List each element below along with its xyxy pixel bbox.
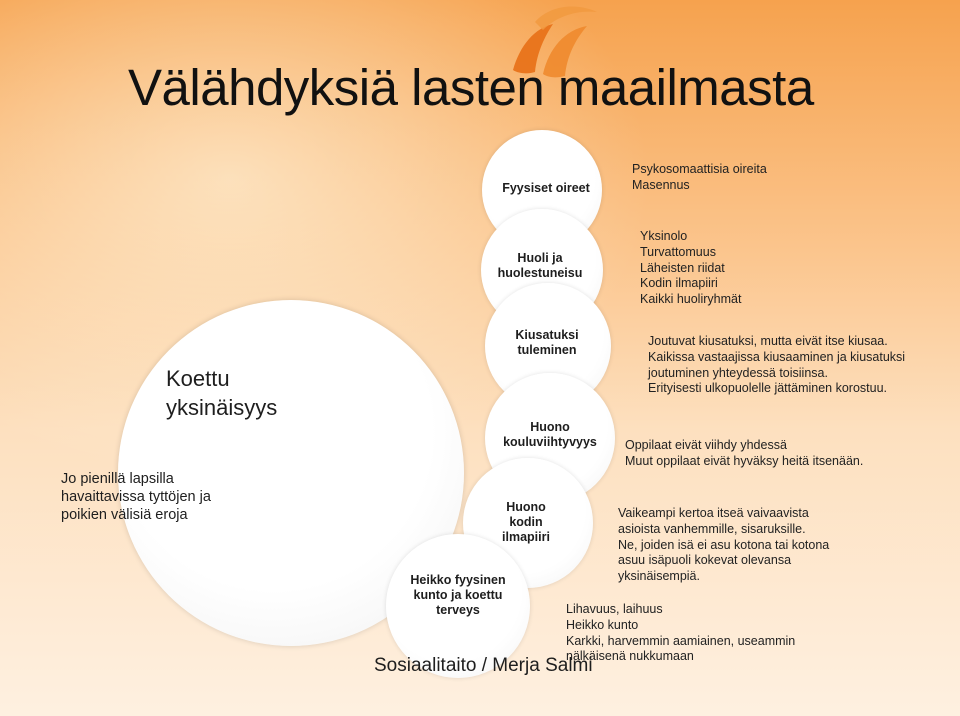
desc-fyysiset-oireet [632,162,767,194]
desc-huoli [640,229,741,308]
node-label-huoli: Huoli ja huolestuneisu [497,251,583,280]
desc-line: Karkki, harvemmin aamiainen, useammin [566,633,796,648]
desc-line: Yksinolo [640,229,688,243]
desc-line: Psykosomaattisia oireita [632,162,767,176]
desc-line: Läheisten riidat [640,260,725,275]
desc-line: Ne, joiden isä ei asu kotona tai kotona [618,537,830,552]
main-circle-label-text: Koettu yksinäisyys [166,366,278,420]
desc-fyysinen-kunto [566,602,795,665]
desc-line: Muut oppilaat eivät hyväksy heitä itsenään. [625,453,864,468]
desc-line: Kaikissa vastaajissa kiusaaminen ja kiusatuksi [648,349,906,364]
desc-line: Masennus [632,177,690,192]
desc-line: Oppilaat eivät viihdy yhdessä [625,438,787,452]
node-label-fyysiset-oireet: Fyysiset oireet [502,181,590,195]
desc-line: Erityisesti ulkopuolelle jättäminen korostuu. [648,381,888,396]
desc-kiusatuksi [648,334,905,397]
desc-line: yksinäisempiä. [618,569,700,584]
desc-line: Kodin ilmapiiri [640,276,718,291]
desc-line: asioista vanhemmille, sisaruksille. [618,521,806,536]
side-note [61,470,239,524]
desc-line: asuu isäpuoli kokevat olevansa [618,553,792,568]
desc-line: joutuminen yhteydessä toisiinsa. [648,365,828,380]
desc-line: Kaikki huoliryhmät [640,292,742,307]
desc-kouluviihtyvyys [625,438,863,470]
desc-line: Lihavuus, laihuus [566,602,663,616]
desc-line: Vaikeampi kertoa itseä vaivaavista [618,506,809,520]
page-title: Välähdyksiä lasten maailmasta [128,59,814,116]
desc-kodin-ilmapiiri [618,506,829,585]
node-label-kiusatuksi: Kiusatuksi tuleminen [515,328,579,357]
desc-line: Joutuvat kiusatuksi, mutta eivät itse kiusaa. [648,334,888,348]
main-circle-label [166,364,286,422]
footer-credit: Sosiaalitaito / Merja Salmi [374,655,593,676]
desc-line: nälkäisenä nukkumaan [566,649,694,664]
node-label-fyysinen-kunto: Heikko fyysinen kunto ja koettu terveys [410,573,506,617]
side-note-text: Jo pienillä lapsilla havaittavissa tyttöjen ja poikien välisiä eroja [61,471,211,523]
desc-line: Heikko kunto [566,617,639,632]
node-label-kouluviihtyvyys: Huono kouluviihtyvyys [503,420,597,449]
node-label-kodin-ilmapiiri: Huono kodin ilmapiiri [502,500,550,544]
desc-line: Turvattomuus [640,244,716,259]
